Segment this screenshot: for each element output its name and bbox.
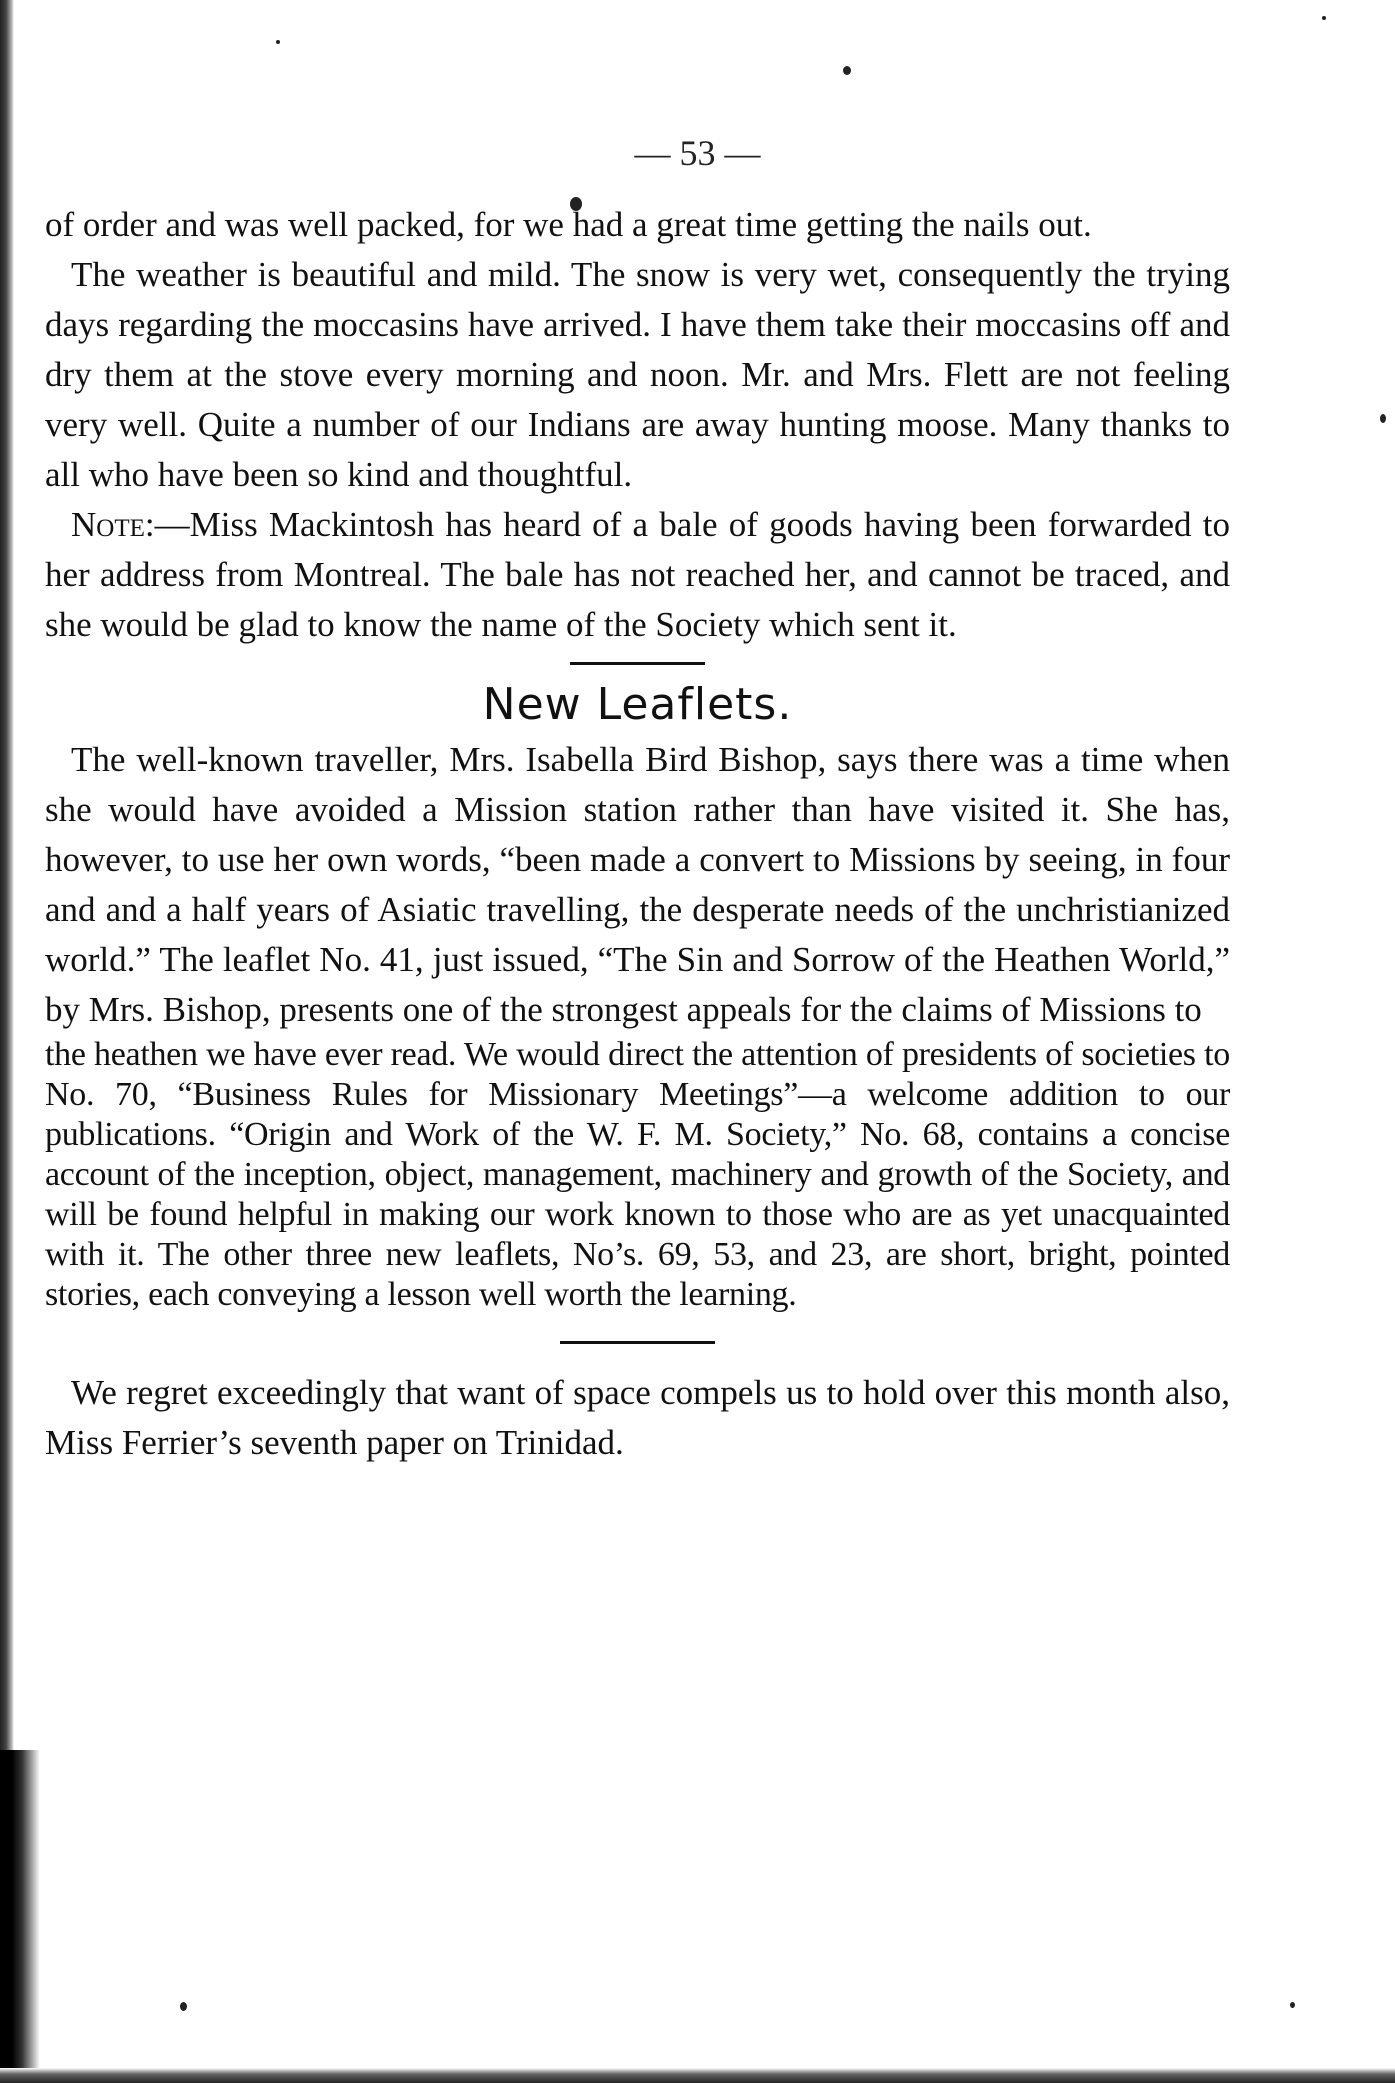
text-column <box>45 200 1230 1468</box>
page-number: — 53 — <box>634 133 761 173</box>
scan-speck <box>276 40 280 44</box>
paragraph-leaflets-body: the heathen we have ever read. We would direct the attention of presidents of societies to No. 70, “Business Rules for Missionary Meetings”—a welcome addition to our publications. “Origin and Work of the W. F. M. Society,” No. 68, contains a concise account of the inception, object, management, machinery and growth of the Society, and will be found helpful in making our work known to those who are as yet unacquainted with it. The other three new leaflets, No’s. 69, 53, and 23, are short, bright, pointed stories, each conveying a lesson well worth the learning. <box>45 1036 1230 1313</box>
bottom-page-edge <box>0 2068 1395 2083</box>
binding-shadow <box>0 1750 40 2083</box>
scan-speck <box>1380 414 1386 423</box>
section-divider <box>570 662 705 665</box>
closing-divider <box>560 1341 715 1344</box>
dense-text-block <box>45 1035 1230 1315</box>
note-label: Note <box>71 505 145 544</box>
scan-speck <box>1322 16 1326 20</box>
note-text: :—Miss Mackintosh has heard of a bale of goods having been forwarded to her address from Montreal. The bale has not reached her, and cannot be traced, and she would be glad to know the name of the Society which sent it. <box>45 505 1230 644</box>
paragraph-closing: We regret exceedingly that want of space compels us to hold over this month also, Miss Ferrier’s seventh paper on Trinidad. <box>45 1373 1230 1462</box>
scan-speck <box>843 66 851 75</box>
paragraph-weather: The weather is beautiful and mild. The snow is very wet, consequently the trying days regarding the moccasins have arrived. I have them take their moccasins off and dry them at the stove every morning and noon. Mr. and Mrs. Flett are not feeling very well. Quite a number of our Indians are away hunting moose. Many thanks to all who have been so kind and thoughtful. <box>45 255 1230 494</box>
section-title: New Leaflets. <box>482 679 793 730</box>
paragraph-note <box>45 500 1230 650</box>
paragraph-leaflets-intro: The well-known traveller, Mrs. Isabella Bird Bishop, says there was a time when she would have avoided a Mission station rather than have visited it. She has, however, to use her own words, “been made a convert to Missions by seeing, in four and and a half years of Asiatic travelling, the desperate needs of the unchristianized world.” The leaflet No. 41, just issued, “The Sin and Sorrow of the Heathen World,” by Mrs. Bishop, presents one of the strongest appeals for the claims of Missions to <box>45 740 1230 1029</box>
paragraph-continued: of order and was well packed, for we had a great time getting the nails out. <box>45 205 1092 244</box>
scan-speck <box>1290 2002 1295 2008</box>
scan-speck <box>180 2002 187 2011</box>
